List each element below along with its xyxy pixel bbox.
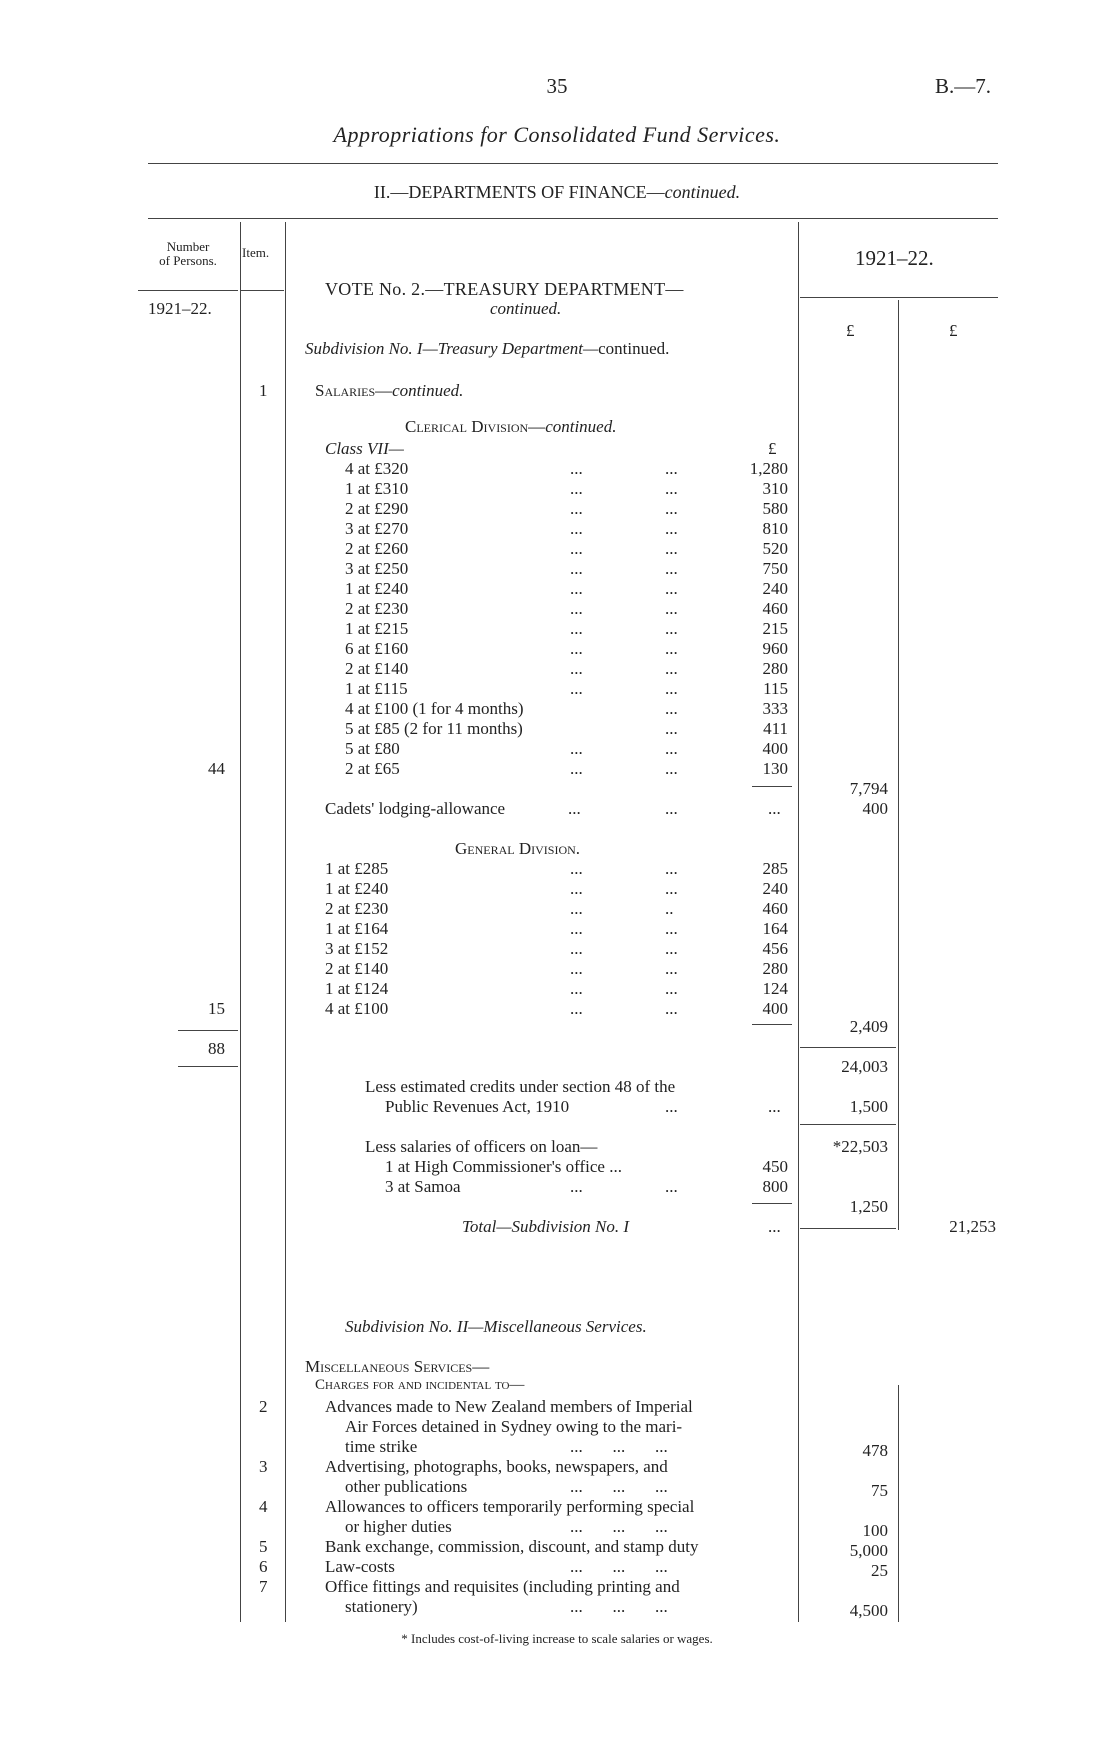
row-dots: ... [570,519,583,538]
row-amount: 124 [762,979,788,998]
row-dots: ... [570,539,583,558]
row-amount: 456 [762,939,788,958]
column-divider [898,1385,899,1622]
misc-item-text: Allowances to officers temporarily performing special [325,1497,695,1516]
row-dots: ... [665,539,678,558]
cadets-dots-2: ... [665,799,678,818]
table-row [0,460,1114,480]
row-dots: ... [570,859,583,878]
row-dots: ... [570,639,583,658]
table-row [0,1000,1114,1020]
loan-row-2-dots-2: ... [665,1177,678,1196]
misc-heading: Miscellaneous Services— [305,1357,490,1376]
row-amount: 240 [762,879,788,898]
row-dots: ... [570,899,583,918]
row-dots: ... [570,739,583,758]
row-dots: ... [570,879,583,898]
misc-subdivision-title: Subdivision No. II—Miscellaneous Services. [345,1317,647,1336]
row-dots: .. [665,899,674,918]
misc-item-dots: ... ... ... [570,1517,668,1536]
row-label: 5 at £85 (2 for 11 months) [345,719,523,738]
row-amount: 580 [762,499,788,518]
subdivision-continued: continued. [598,339,670,358]
loan-total: 1,250 [849,1197,888,1216]
row-dots: ... [665,619,678,638]
row-dots: ... [570,919,583,938]
table-row [0,680,1114,700]
cadets-dots-3: ... [768,799,781,818]
column-header-persons-line2: of Persons. [159,253,217,269]
row-dots: ... [665,639,678,658]
row-dots: ... [665,459,678,478]
table-row [0,640,1114,660]
row-dots: ... [665,879,678,898]
table-row [0,500,1114,520]
misc-item-text: Bank exchange, commission, discount, and stamp duty [325,1537,699,1556]
row-amount: 520 [762,539,788,558]
class-label: Class VII— [325,439,404,458]
misc-item-amount: 478 [862,1441,888,1460]
column-header-item: Item. [242,245,270,260]
row-dots: ... [570,559,583,578]
page-number: 35 [546,74,568,98]
credits-label-line2: Public Revenues Act, 1910 [385,1097,570,1116]
salaries-continued: continued. [392,381,464,400]
rule [178,1030,238,1031]
row-dots: ... [570,599,583,618]
row-amount: 960 [762,639,788,658]
misc-item-text: other publications [345,1477,468,1496]
misc-item-amount: 4,500 [849,1601,888,1620]
page-title: Appropriations for Consolidated Fund Services. [333,122,781,147]
row-dots: ... [665,739,678,758]
general-total: 2,409 [849,1017,888,1036]
row-dots: ... [570,619,583,638]
row-dots: ... [665,659,678,678]
row-dots: ... [665,859,678,878]
row-amount: 460 [762,599,788,618]
row-dots: ... [665,579,678,598]
row-dots: ... [665,559,678,578]
net-total: *22,503 [832,1137,888,1156]
row-dots: ... [570,999,583,1018]
row-dots: ... [665,919,678,938]
row-label: 3 at £152 [325,939,389,958]
table-row [0,560,1114,580]
row-dots: ... [665,479,678,498]
subtotal-amount: 21,253 [949,1217,996,1236]
row-amount: 333 [762,699,788,718]
row-dots: ... [570,499,583,518]
misc-item-number: 3 [259,1457,268,1476]
table-row [0,980,1114,1000]
row-label: 1 at £310 [345,479,409,498]
row-label: 1 at £240 [345,579,409,598]
row-amount: 164 [762,919,788,938]
row-dots: ... [665,679,678,698]
row-label: 1 at £240 [325,879,389,898]
credits-dots-2: ... [768,1097,781,1116]
row-label: 5 at £80 [345,739,400,758]
column-header-persons [138,240,238,269]
salaries-label: Salaries— [315,381,393,400]
row-dots: ... [570,939,583,958]
document-reference: B.—7. [935,74,992,98]
rule [800,1047,896,1048]
table-row [0,900,1114,920]
row-dots: ... [665,939,678,958]
pound-header-2: £ [949,321,958,340]
vote-title: VOTE No. 2.—TREASURY DEPARTMENT— [325,279,684,299]
misc-item-dots: ... ... ... [570,1557,668,1576]
row-label: 4 at £320 [345,459,409,478]
rule [800,1228,896,1229]
row-amount: 411 [763,719,788,738]
table-row [0,860,1114,880]
section-title: II.—DEPARTMENTS OF FINANCE— [373,182,665,202]
table-row [0,740,1114,760]
row-amount: 280 [762,659,788,678]
table-row [0,480,1114,500]
rule [148,163,998,164]
table-row [0,600,1114,620]
row-amount: 810 [762,519,788,538]
loan-row-2-amount: 800 [762,1177,788,1196]
row-dots: ... [665,719,678,738]
row-amount: 280 [762,959,788,978]
cadets-label: Cadets' lodging-allowance [325,799,506,818]
rule [178,1066,238,1067]
table-row [0,720,1114,740]
row-dots: ... [665,759,678,778]
rule [138,290,238,291]
row-dots: ... [665,959,678,978]
misc-item-text: Law-costs [325,1557,395,1576]
row-label: 2 at £65 [345,759,400,778]
misc-item-dots: ... ... ... [570,1597,668,1616]
vote-continued: continued. [490,299,562,318]
year-label-left: 1921–22. [148,299,212,318]
subdivision-name: Subdivision No. I—Treasury Department— [305,339,599,358]
salaries-item-number: 1 [259,381,268,400]
row-label: 3 at £270 [345,519,409,538]
section-heading [0,183,1114,201]
row-label: 1 at £115 [345,679,408,698]
table-row [0,660,1114,680]
table-row [0,960,1114,980]
table-top-rule [148,218,998,219]
row-dots: ... [570,959,583,978]
cadets-dots: ... [568,799,581,818]
row-dots: ... [570,659,583,678]
section-continued: continued. [664,182,741,202]
row-label: 1 at £285 [325,859,389,878]
misc-item-text: Advertising, photographs, books, newspapers, and [325,1457,668,1476]
misc-item-text: stationery) [345,1597,418,1616]
clerical-pound-sign: £ [768,439,777,458]
row-label: 6 at £160 [345,639,409,658]
row-dots: ... [665,499,678,518]
loan-row-1-amount: 450 [762,1157,788,1176]
misc-item-number: 5 [259,1537,268,1556]
row-dots: ... [665,979,678,998]
misc-item-number: 4 [259,1497,268,1516]
row-dots: ... [665,699,678,718]
misc-item-number: 7 [259,1577,268,1596]
misc-item-amount: 100 [862,1521,888,1540]
rule [752,1024,792,1025]
table-row [0,580,1114,600]
misc-subheading: Charges for and incidental to— [315,1377,525,1393]
row-label: 2 at £140 [325,959,389,978]
row-label: 2 at £230 [345,599,409,618]
misc-item-number: 6 [259,1557,268,1576]
row-label: 3 at £250 [345,559,409,578]
table-row [0,520,1114,540]
misc-item-amount: 75 [871,1481,888,1500]
subdivision-title [305,340,669,357]
misc-item-text: time strike [345,1437,418,1456]
row-dots: ... [665,519,678,538]
subtotal-dots: ... [768,1217,781,1236]
salaries-heading [315,382,463,399]
row-label: 1 at £215 [345,619,409,638]
gross-total: 24,003 [841,1057,888,1076]
clerical-heading [405,418,616,435]
cadets-amount: 400 [862,799,888,818]
row-dots: ... [570,479,583,498]
misc-item-text: Air Forces detained in Sydney owing to the mari- [345,1417,683,1436]
rule [800,1124,896,1125]
misc-item-text: Advances made to New Zealand members of Imperial [325,1397,693,1416]
loan-row-2-dots: ... [570,1177,583,1196]
credits-dots: ... [665,1097,678,1116]
table-row [0,540,1114,560]
clerical-total: 7,794 [849,779,888,798]
general-heading: General Division. [455,839,581,858]
clerical-persons: 44 [208,759,225,778]
row-amount: 130 [762,759,788,778]
row-label: 1 at £124 [325,979,389,998]
row-label: 4 at £100 (1 for 4 months) [345,699,524,718]
row-dots: ... [570,759,583,778]
row-label: 2 at £260 [345,539,409,558]
table-row [0,620,1114,640]
rule [800,297,998,298]
misc-item-dots: ... ... ... [570,1477,668,1496]
table-row [0,880,1114,900]
rule [752,786,792,787]
column-header-year: 1921–22. [855,246,934,270]
row-dots: ... [570,459,583,478]
rule [752,1203,792,1204]
credits-label-line1: Less estimated credits under section 48 of the [365,1077,676,1096]
row-label: 2 at £290 [345,499,409,518]
row-amount: 115 [763,679,788,698]
column-header-persons-line1: Number [166,239,210,254]
misc-item-amount: 5,000 [849,1541,888,1560]
row-amount: 1,280 [749,459,788,478]
row-label: 1 at £164 [325,919,389,938]
row-amount: 310 [762,479,788,498]
row-amount: 285 [762,859,788,878]
misc-item-dots: ... ... ... [570,1437,668,1456]
row-amount: 400 [762,999,788,1018]
table-row [0,940,1114,960]
misc-item-text: or higher duties [345,1517,452,1536]
row-dots: ... [665,599,678,618]
row-label: 2 at £230 [325,899,389,918]
row-dots: ... [570,979,583,998]
footnote: * Includes cost-of-living increase to scale salaries or wages. [401,1631,713,1646]
row-amount: 240 [762,579,788,598]
misc-item-text: Office fittings and requisites (including printing and [325,1577,680,1596]
loan-row-2-label: 3 at Samoa [385,1177,461,1196]
loan-label: Less salaries of officers on loan— [365,1137,598,1156]
loan-row-1-label: 1 at High Commissioner's office ... [385,1157,622,1176]
rule [240,290,284,291]
row-dots: ... [570,679,583,698]
row-dots: ... [665,999,678,1018]
row-amount: 215 [762,619,788,638]
table-row [0,700,1114,720]
table-row [0,920,1114,940]
credits-amount: 1,500 [849,1097,888,1116]
row-label: 2 at £140 [345,659,409,678]
clerical-heading-continued: continued. [545,417,617,436]
table-row [0,760,1114,780]
persons-total: 88 [208,1039,225,1058]
misc-item-amount: 25 [871,1561,888,1580]
row-label: 4 at £100 [325,999,389,1018]
general-persons: 15 [208,999,225,1018]
subtotal-label: Total—Subdivision No. I [462,1217,630,1236]
row-amount: 750 [762,559,788,578]
clerical-heading-label: Clerical Division— [405,417,546,436]
row-dots: ... [570,579,583,598]
misc-item-number: 2 [259,1397,268,1416]
pound-header-1: £ [846,321,855,340]
row-amount: 460 [762,899,788,918]
row-amount: 400 [762,739,788,758]
